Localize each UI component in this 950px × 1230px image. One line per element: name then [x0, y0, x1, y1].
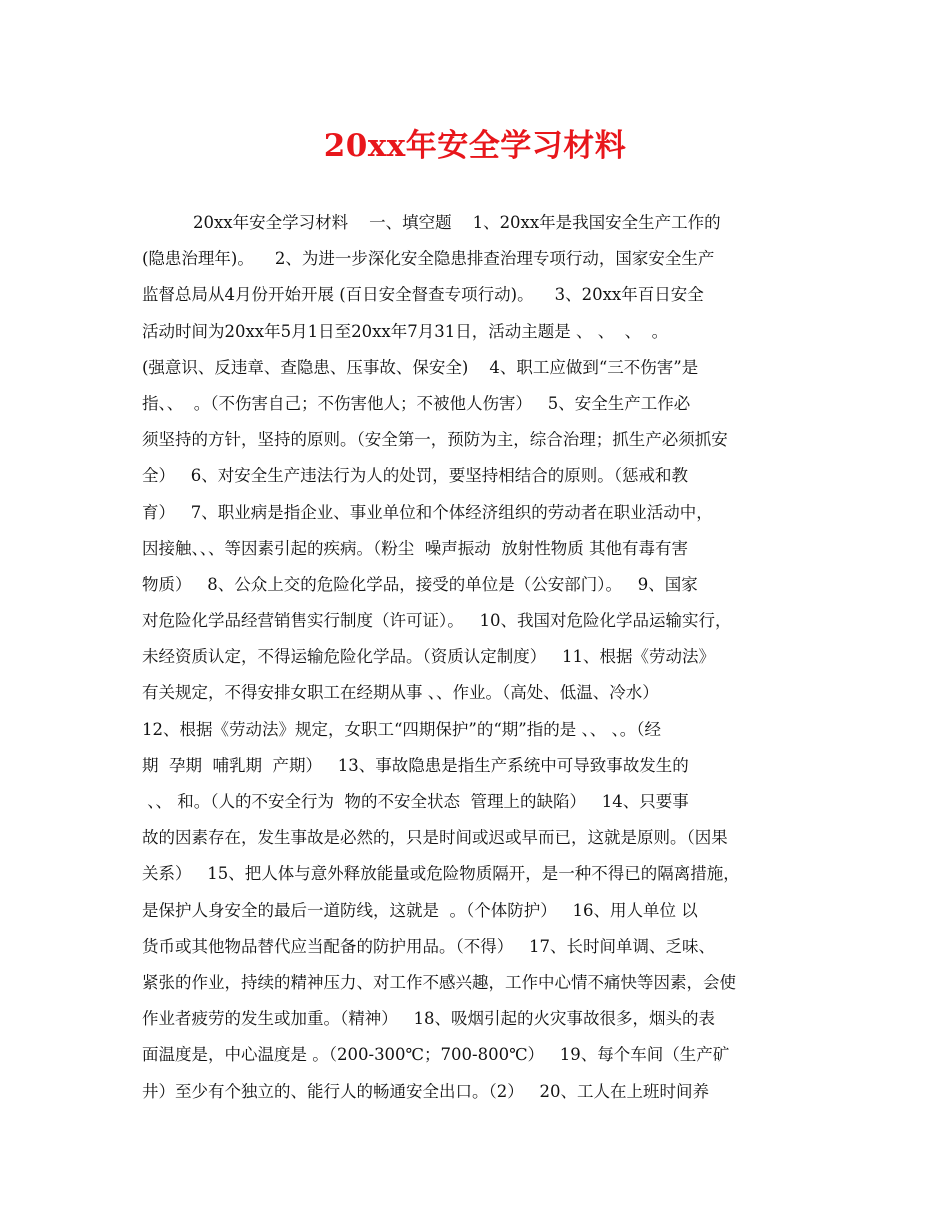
body-line: (隐患治理年)。 2、为进一步深化安全隐患排查治理专项行动，国家安全生产	[142, 249, 715, 269]
body-line: 有关规定，不得安排女职工在经期从事 、、作业。（高处、低温、冷水）	[142, 683, 659, 703]
body-line: 货币或其他物品替代应当配备的防护用品。（不得） 17、长时间单调、乏味、	[142, 936, 715, 956]
document-body	[142, 205, 822, 1110]
body-line: 作业者疲劳的发生或加重。（精神） 18、吸烟引起的火灾事故很多，烟头的表	[142, 1009, 715, 1029]
body-line: 期 孕期 哺乳期 产期） 13、事故隐患是指生产系统中可导致事故发生的	[142, 755, 689, 775]
body-line: 故的因素存在，发生事故是必然的，只是时间或迟或早而已，这就是原则。（因果	[142, 828, 728, 848]
body-line: 须坚持的方针，坚持的原则。（安全第一，预防为主，综合治理；抓生产必须抓安	[142, 430, 728, 450]
body-line: 、、 和。（人的不安全行为 物的不安全状态 管理上的缺陷） 14、只要事	[142, 792, 689, 811]
body-line: 育） 7、职业病是指企业、事业单位和个体经济组织的劳动者在职业活动中，	[142, 502, 713, 522]
body-line: 关系） 15、把人体与意外释放能量或危险物质隔开，是一种不得已的隔离措施，	[142, 864, 740, 884]
body-line: 12、根据《劳动法》规定，女职工“四期保护”的“期”指的是 、、 、。（经	[142, 719, 661, 739]
document-title: 20xx年安全学习材料	[323, 128, 627, 164]
body-line: 监督总局从4月份开始开展 (百日安全督查专项行动)。 3、20xx年百日安全	[142, 285, 704, 305]
body-line: (强意识、反违章、查隐患、压事故、保安全) 4、职工应做到“三不伤害”是	[142, 357, 699, 377]
body-line: 活动时间为20xx年5月1日至20xx年7月31日，活动主题是 、 、 、 。	[142, 321, 669, 341]
body-line: 指、、 。（不伤害自己；不伤害他人；不被他人伤害） 5、安全生产工作必	[142, 393, 691, 413]
body-line: 对危险化学品经营销售实行制度（许可证）。 10、我国对危险化学品运输实行，	[142, 611, 732, 631]
body-line: 是保护人身安全的最后一道防线，这就是 。（个体防护） 16、用人单位 以	[142, 900, 698, 920]
body-line: 物质） 8、公众上交的危险化学品，接受的单位是（公安部门）。 9、国家	[142, 574, 698, 594]
body-line: 20xx年安全学习材料 一、填空题 1、20xx年是我国安全生产工作的	[193, 213, 721, 232]
body-line: 面温度是，中心温度是 。（200-300℃；700-800℃） 19、每个车间（生产矿	[142, 1045, 730, 1065]
body-line: 未经资质认定，不得运输危险化学品。（资质认定制度） 11、根据《劳动法》	[142, 647, 715, 667]
body-line: 全） 6、对安全生产违法行为人的处罚，要坚持相结合的原则。（惩戒和教	[142, 466, 688, 486]
body-line: 因接触、、、等因素引起的疾病。（粉尘 噪声振动 放射性物质 其他有毒有害	[142, 538, 688, 558]
body-line: 紧张的作业，持续的精神压力、对工作不感兴趣，工作中心情不痛快等因素，会使	[142, 972, 736, 992]
body-line: 井）至少有个独立的、能行人的畅通安全出口。（2） 20、工人在上班时间养	[142, 1081, 709, 1101]
